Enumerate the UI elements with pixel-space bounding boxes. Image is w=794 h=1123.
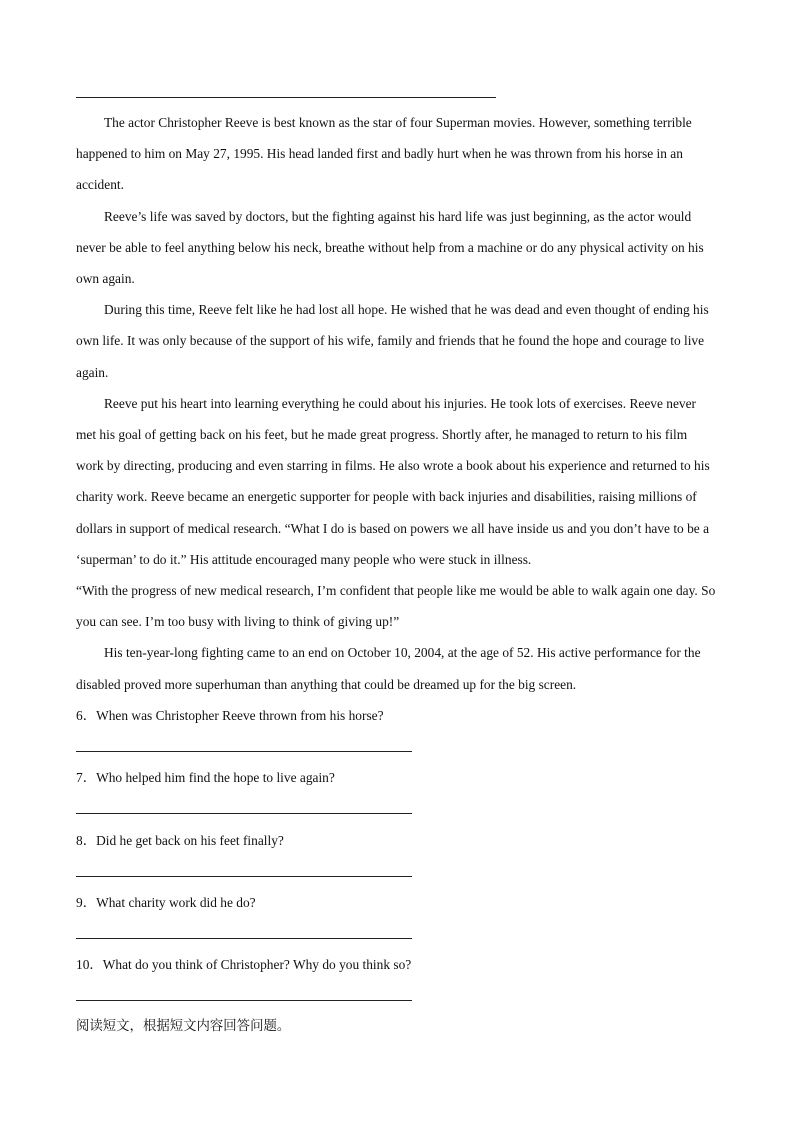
question-10 xyxy=(76,949,718,1011)
question-8-text xyxy=(76,825,718,856)
question-number: 7． xyxy=(76,770,97,786)
passage-paragraph-5: “With the progress of new medical research, I’m confident that people like me would be able to walk again one day. So you can see. I’m too busy with living to think of giving up!” xyxy=(76,583,716,630)
answer-line-10[interactable] xyxy=(76,1000,412,1001)
question-prompt: What do you think of Christopher? Why do you think so? xyxy=(102,957,412,973)
question-prompt: Who helped him find the hope to live again? xyxy=(96,770,335,786)
answer-line-9[interactable] xyxy=(76,938,412,939)
question-10-text xyxy=(76,949,718,980)
question-prompt: Did he get back on his feet finally? xyxy=(96,832,284,848)
question-number: 6． xyxy=(76,708,97,723)
question-6-text xyxy=(76,700,718,731)
top-answer-line xyxy=(76,97,496,98)
passage-paragraph-6: His ten-year-long fighting came to an end on October 10, 2004, at the age of 52. His active performance for the disabled proved more superhuman than anything that could be dreamed up for the big screen. xyxy=(76,645,701,692)
question-prompt: When was Christopher Reeve thrown from his horse? xyxy=(96,708,384,723)
question-9-text xyxy=(76,887,718,918)
question-7-text xyxy=(76,762,718,793)
question-number: 8． xyxy=(76,832,97,848)
passage-paragraph-1: The actor Christopher Reeve is best known as the star of four Superman movies. However, something terrible happened to him on May 27, 1995. His head landed first and badly hurt when he was thrown from his horse in an accident. xyxy=(76,115,692,193)
question-list xyxy=(76,700,718,1011)
question-number: 10． xyxy=(76,957,103,973)
question-6 xyxy=(76,700,718,762)
section-instruction: 阅读短文，根据短文内容回答问题。 xyxy=(76,1019,291,1034)
passage-paragraph-2: Reeve’s life was saved by doctors, but the fighting against his hard life was just beginning, as the actor would never be able to feel anything below his neck, breathe without help from a machine or do any physical activity on his own again. xyxy=(76,208,704,287)
question-number: 9． xyxy=(76,894,97,910)
answer-line-6[interactable] xyxy=(76,751,412,752)
question-prompt: What charity work did he do? xyxy=(96,894,256,910)
answer-line-7[interactable] xyxy=(76,813,412,814)
answer-line-8[interactable] xyxy=(76,876,412,877)
question-9 xyxy=(76,887,718,949)
reading-passage xyxy=(76,107,718,700)
passage-paragraph-4: Reeve put his heart into learning everything he could about his injuries. He took lots of exercises. Reeve never met his goal of getting back on his feet, but he made great progress. Shortly after, he managed to return to his film work by directing, producing and even starring in films. He also wrote a book about his experience and returned to his charity work. Reeve became an energetic supporter for people with back injuries and disabilities, raising millions of dollars in support of medical research. “What I do is based on powers we all have inside us and you don’t have to be a ‘superman’ to do it.” His attitude encouraged many people who were stuck in illness. xyxy=(76,395,710,567)
question-7 xyxy=(76,762,718,824)
question-8 xyxy=(76,825,718,887)
passage-paragraph-3: During this time, Reeve felt like he had lost all hope. He wished that he was dead and even thought of ending his own life. It was only because of the support of his wife, family and friends that he found the hope and courage to live again. xyxy=(76,302,709,380)
